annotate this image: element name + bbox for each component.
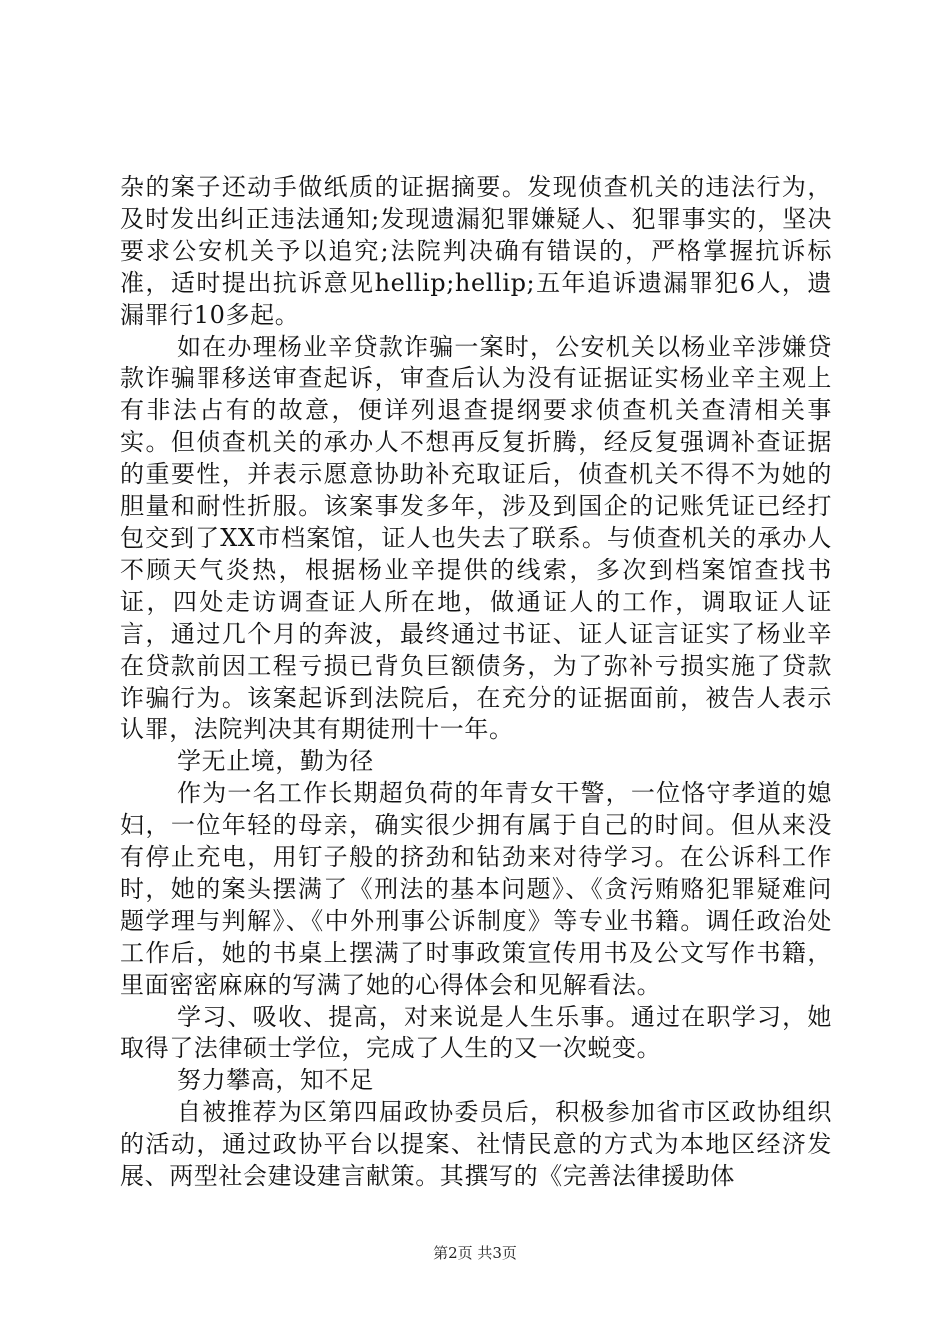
- section-heading-study: 学无止境，勤为径: [177, 747, 374, 776]
- page-number-footer: 第2页 共3页: [433, 1244, 517, 1262]
- paragraph-4: 学习、吸收、提高，对来说是人生乐事。通过在职学习，她取得了法律硕士学位，完成了人生的又一次蜕变。: [120, 1002, 832, 1063]
- document-body: [120, 172, 832, 1193]
- paragraph-1: 杂的案子还动手做纸质的证据摘要。发现侦查机关的违法行为，及时发出纠正违法通知;发现遗漏犯罪嫌疑人、犯罪事实的，坚决要求公安机关予以追究;法院判决确有错误的，严格掌握抗诉标准，适时提出抗诉意见hellip;hellip;五年追诉遗漏罪犯6人，遗漏罪行10多起。: [120, 173, 832, 329]
- paragraph-3: 作为一名工作长期超负荷的年青女干警，一位恪守孝道的媳妇，一位年轻的母亲，确实很少拥有属于自己的时间。但从来没有停止充电，用钉子般的挤劲和钻劲来对待学习。在公诉科工作时，她的案头摆满了《刑法的基本问题》、《贪污贿赂犯罪疑难问题学理与判解》、《中外刑事公诉制度》等专业书籍。调任政治处工作后，她的书桌上摆满了时事政策宣传用书及公文写作书籍，里面密密麻麻的写满了她的心得体会和见解看法。: [120, 779, 832, 999]
- paragraph-2: 如在办理杨业辛贷款诈骗一案时，公安机关以杨业辛涉嫌贷款诈骗罪移送审查起诉，审查后认为没有证据证实杨业辛主观上有非法占有的故意，便详列退查提纲要求侦查机关查清相关事实。但侦查机关的承办人不想再反复折腾，经反复强调补查证据的重要性，并表示愿意协助补充取证后，侦查机关不得不为她的胆量和耐性折服。该案事发多年，涉及到国企的记账凭证已经打包交到了XX市档案馆，证人也失去了联系。与侦查机关的承办人不顾天气炎热，根据杨业辛提供的线索，多次到档案馆查找书证，四处走访调查证人所在地，做通证人的工作，调取证人证言，通过几个月的奔波，最终通过书证、证人证言证实了杨业辛在贷款前因工程亏损已背负巨额债务，为了弥补亏损实施了贷款诈骗行为。该案起诉到法院后，在充分的证据面前，被告人表示认罪，法院判决其有期徒刑十一年。: [120, 332, 832, 744]
- paragraph-5: 自被推荐为区第四届政协委员后，积极参加省市区政协组织的活动，通过政协平台以提案、社情民意的方式为本地区经济发展、两型社会建设建言献策。其撰写的《完善法律援助体: [120, 1098, 832, 1191]
- section-heading-effort: 努力攀高，知不足: [177, 1066, 374, 1095]
